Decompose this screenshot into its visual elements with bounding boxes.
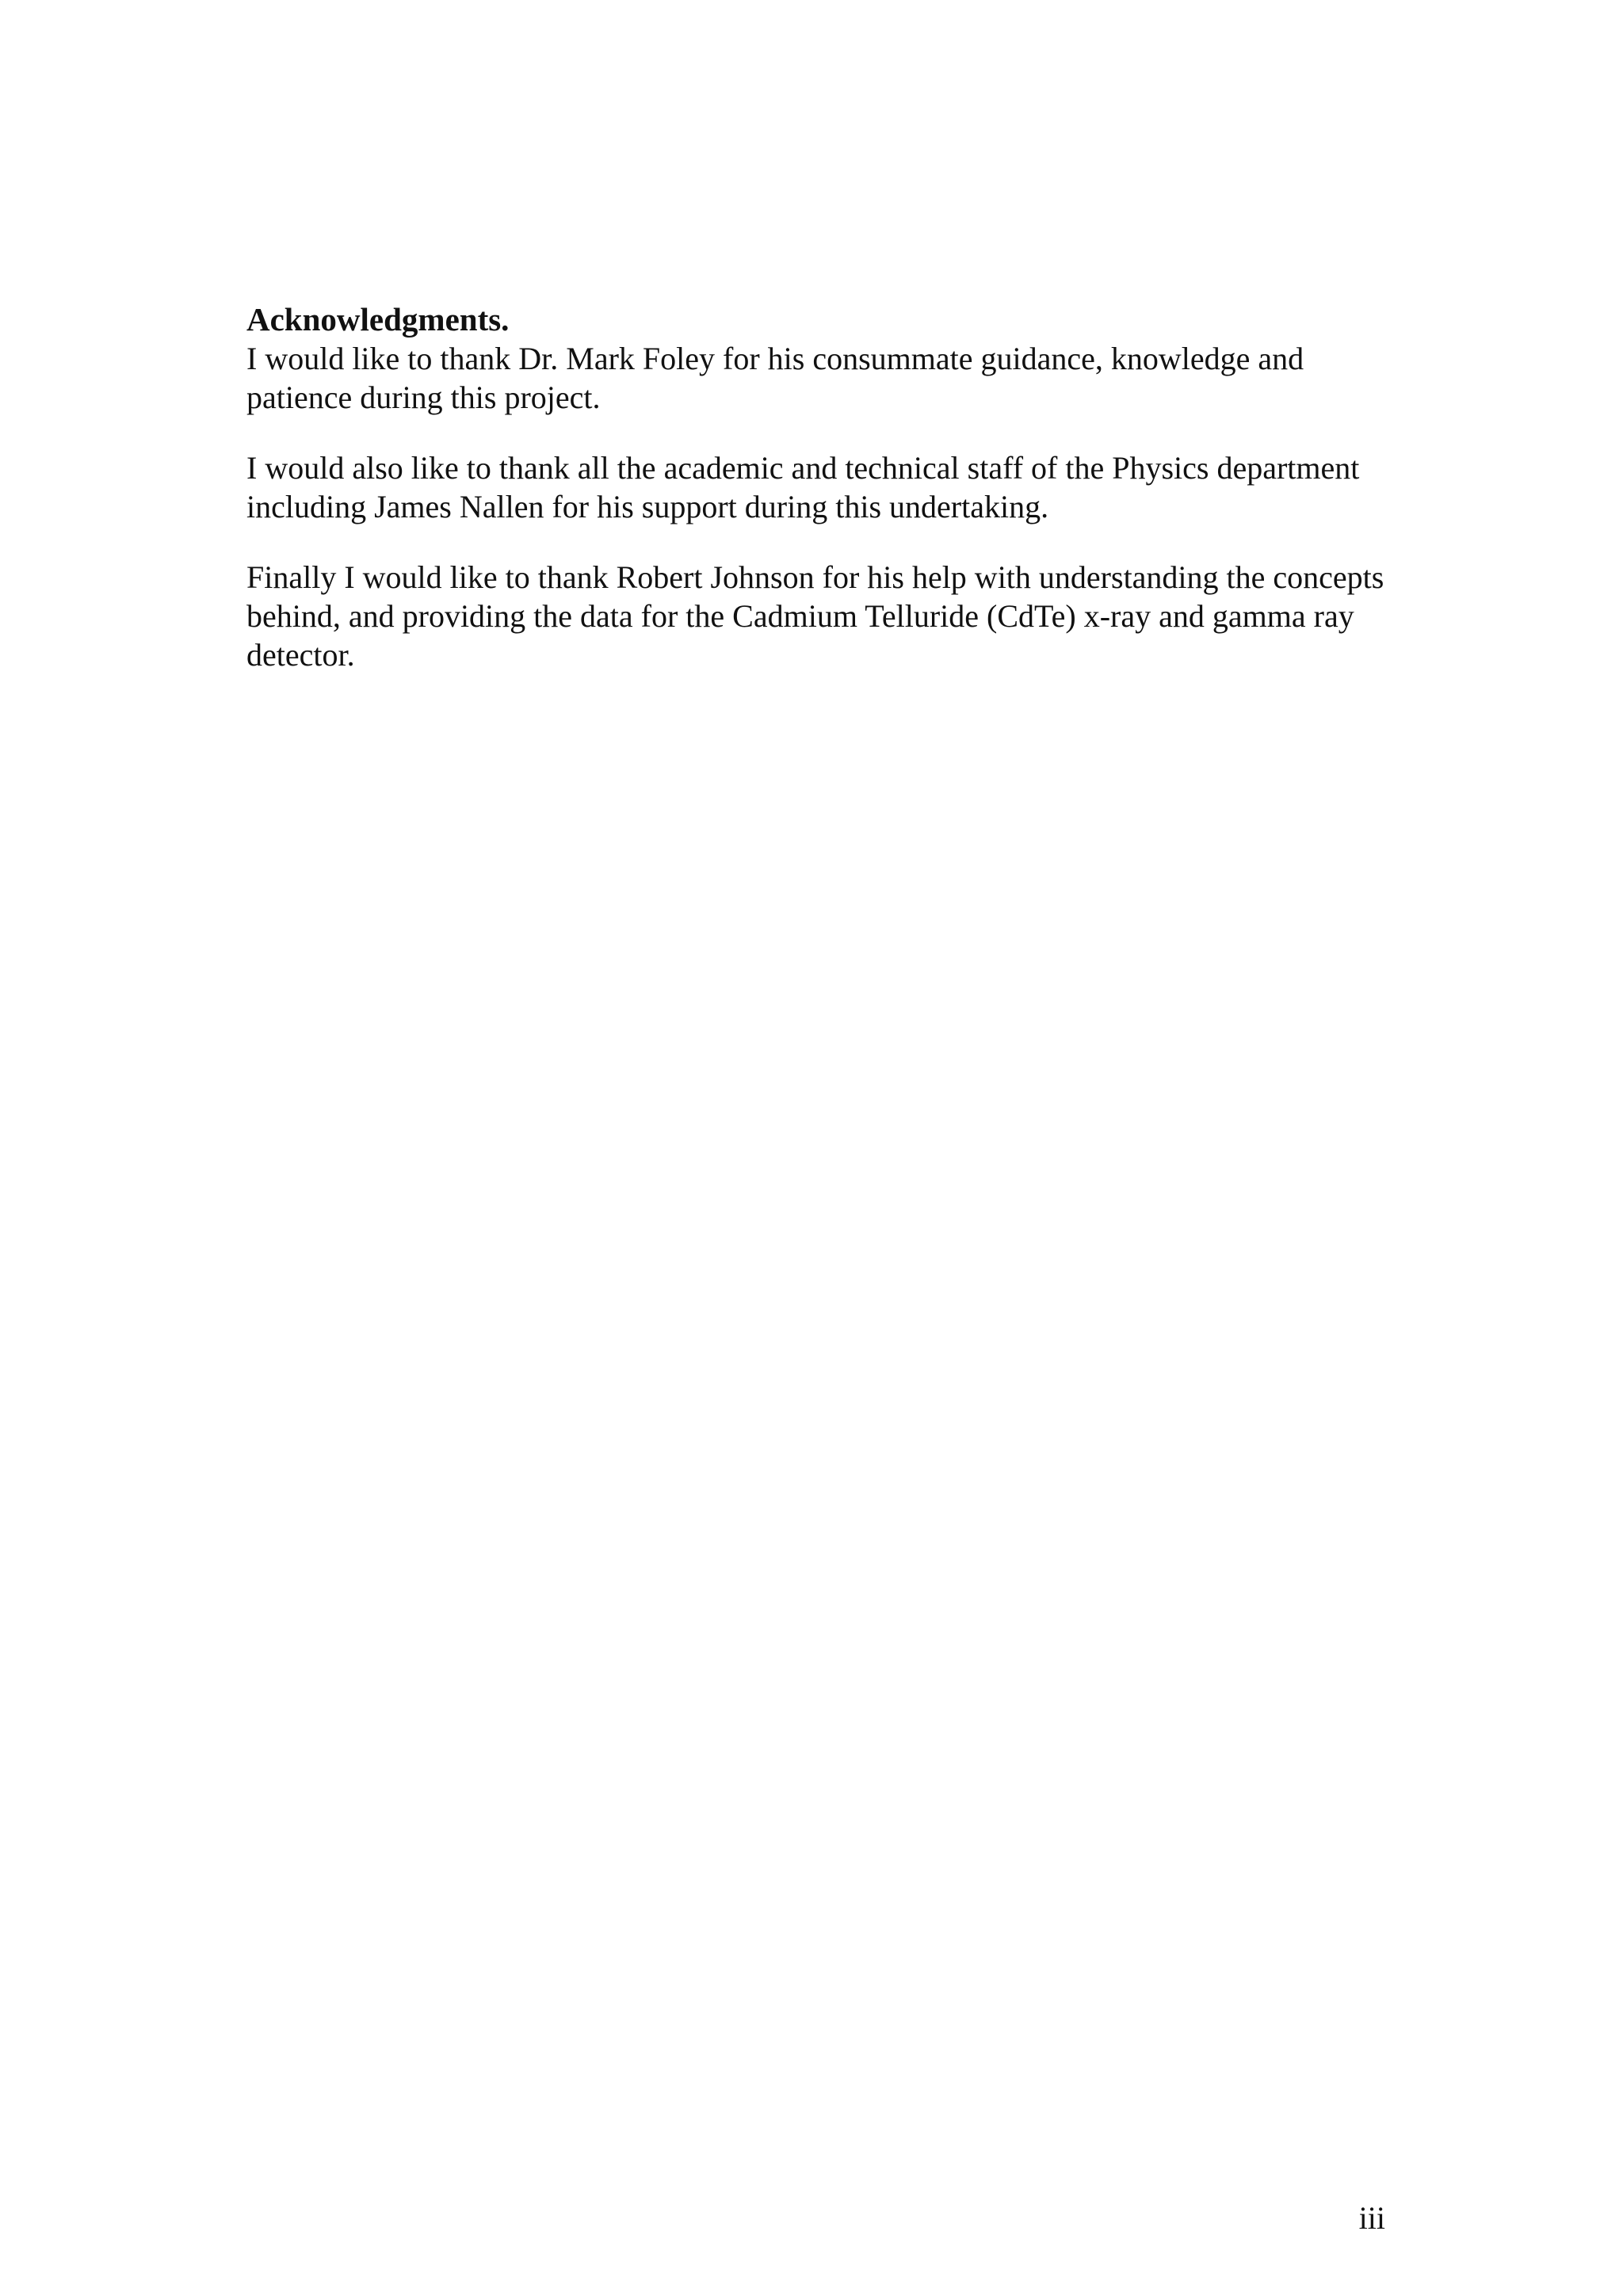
paragraph-3: Finally I would like to thank Robert Johnson for his help with understanding the concepts behind, and providing the data for the Cadmium Telluride (CdTe) x-ray and gamma ray detector. [246, 559, 1384, 673]
page-number: iii [1358, 2200, 1385, 2236]
acknowledgments-section [246, 299, 1396, 674]
paragraph-2: I would also like to thank all the academic and technical staff of the Physics department including James Nallen for his support during this undertaking. [246, 450, 1360, 524]
section-heading: Acknowledgments. [246, 301, 510, 338]
paragraph-1: I would like to thank Dr. Mark Foley for his consummate guidance, knowledge and patience during this project. [246, 341, 1304, 415]
